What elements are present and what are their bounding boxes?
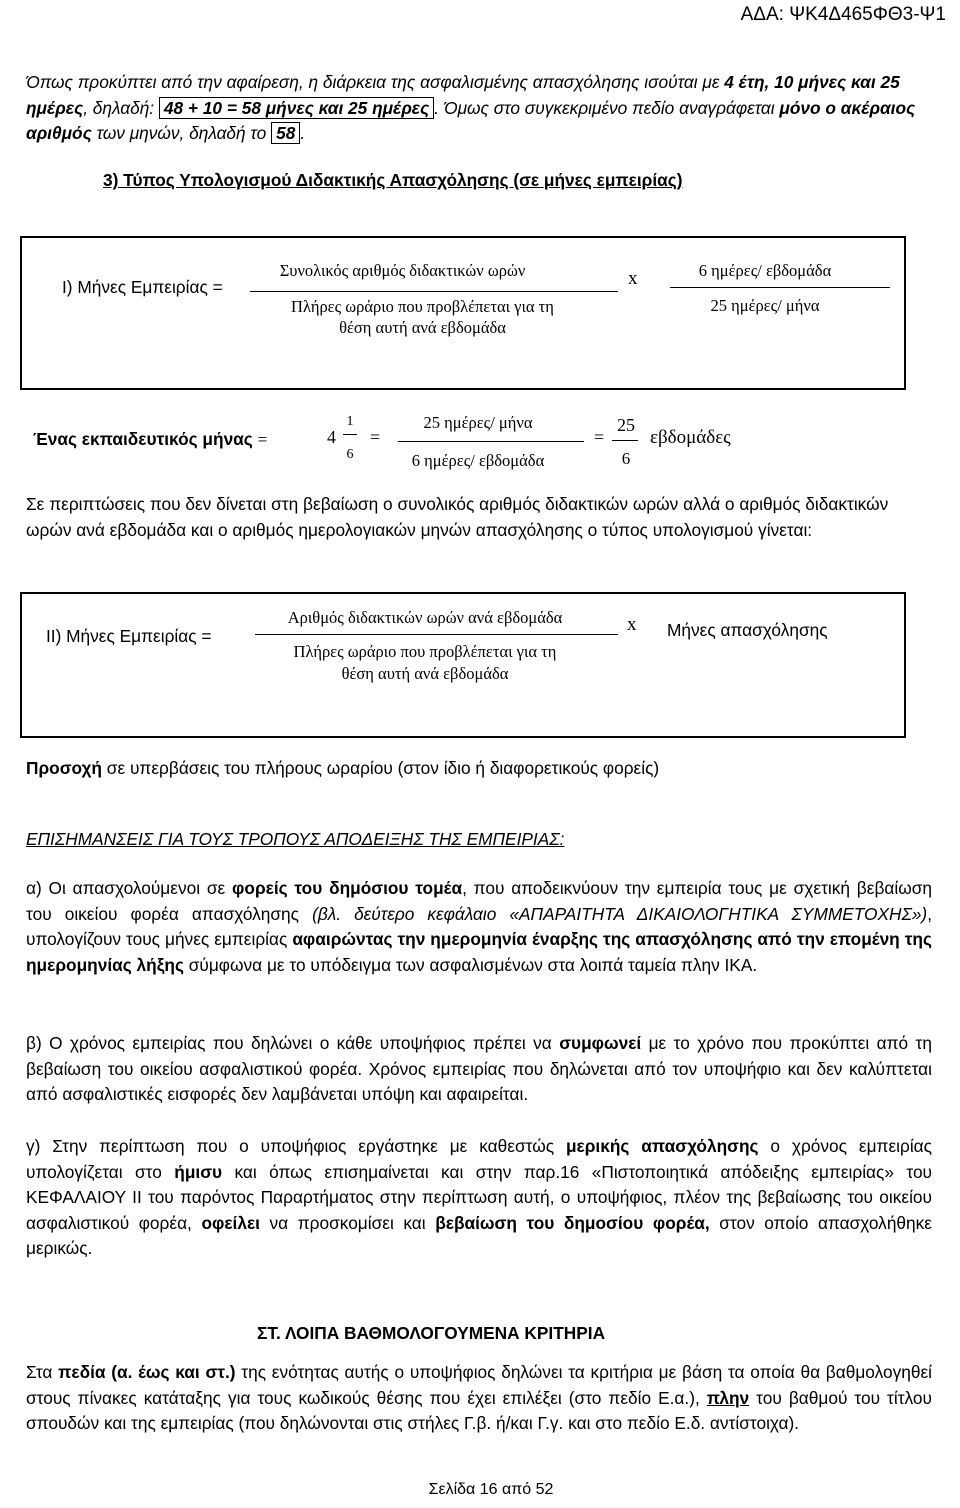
formula-3-denominator-line1: Πλήρες ωράριο που προβλέπεται για τη: [293, 642, 557, 661]
fraction-line: [250, 291, 618, 292]
fraction-line: [255, 634, 618, 635]
formula-2-result-den: 6: [621, 449, 631, 468]
intro-bold-duration: 4 έτη, 10 μήνες και 25 ημέρες: [26, 72, 900, 118]
intro-text: Όπως προκύπτει από την αφαίρεση, η διάρκεια της ασφαλισμένης απασχόλησης ισούται με: [26, 72, 725, 92]
boxed-months-value: 58: [271, 122, 300, 144]
fraction-line: [612, 440, 638, 441]
formula-2-denominator: 6 ημέρες/ εβδομάδα: [411, 451, 545, 470]
section-3-title: 3) Τύπος Υπολογισμού Διδακτικής Απασχόλησης (σε μήνες εμπειρίας): [103, 170, 683, 190]
formula-2-unit: εβδομάδες: [650, 427, 731, 448]
formula-2-label: Ένας εκπαιδευτικός μήνας =: [33, 429, 268, 449]
note-a: α) Οι απασχολούμενοι σε φορείς του δημόσιου τομέα, που αποδεικνύουν την εμπειρία τους με σχετική βεβαίωση του οικείου φορέα απασχόλησης (βλ. δεύτερο κεφάλαιο «ΑΠΑΡΑΙΤΗΤΑ ΔΙΚΑΙΟΛΟΓΗΤΙΚΑ ΣΥΜΜΕΤΟΧΗΣ»), υπολογίζουν τους μήνες εμπειρίας αφαιρώντας την ημερομηνία έναρξης της απασχόλησης από την επομένη της ημερομηνίας λήξης σύμφωνα με το υπόδειγμα των ασφαλισμένων στα λοιπά ταμεία πλην ΙΚΑ.: [26, 878, 932, 975]
fraction-line: [670, 287, 890, 288]
formula-3-numerator: Αριθμός διδακτικών ωρών ανά εβδομάδα: [287, 608, 563, 627]
page-number: Σελίδα 16 από 52: [428, 1481, 554, 1498]
equals-sign: =: [370, 427, 381, 447]
intro-text: .: [300, 123, 306, 143]
times-sign: x: [627, 614, 637, 635]
intro-text: , δηλαδή:: [83, 97, 159, 118]
formula-3-denominator-line2: θέση αυτή ανά εβδομάδα: [341, 664, 509, 683]
criteria-paragraph: Στα πεδία (α. έως και στ.) της ενότητας αυτής ο υποψήφιος δηλώνει τα κριτήρια με βάση τα οποία θα βαθμολογηθεί στους πίνακες κατάταξης για τους κωδικούς θέσης που έχει επιλέξει (στο πεδίο Ε.α.), πλην του βαθμού του τίτλου σπουδών και της εμπειρίας (που δηλώνονται στις στήλες Γ.β. ή/και Γ.γ. και στο πεδίο Ε.δ. αντίστοιχα).: [26, 1362, 932, 1433]
intro-paragraph: [26, 70, 932, 147]
intro-text: των μηνών, δηλαδή το: [91, 123, 272, 143]
document-code: ΑΔΑ: ΨΚ4Δ465ΦΘ3-Ψ1: [740, 4, 946, 25]
boxed-total-months: 48 + 10 = 58 μήνες και 25 ημέρες: [159, 97, 434, 119]
note-b: β) Ο χρόνος εμπειρίας που δηλώνει ο κάθε υποψήφιος πρέπει να συμφωνεί με το χρόνο που προκύπτει από τη βεβαίωση του οικείου ασφαλιστικού φορέα. Χρόνος εμπειρίας που δηλώνεται από τον υποψήφιο και δεν καλύπτεται από ασφαλιστικές εισφορές δεν λαμβάνεται υπόψη και αφαιρείται.: [26, 1033, 932, 1104]
attention-line: Προσοχή σε υπερβάσεις του πλήρους ωραρίου (στον ίδιο ή διαφορετικούς φορείς): [26, 758, 660, 778]
equals-sign: =: [594, 427, 605, 447]
times-sign: x: [628, 268, 638, 289]
formula-1-denominator-line2: θέση αυτή ανά εβδομάδα: [339, 318, 506, 337]
formula-1-numerator: Συνολικός αριθμός διδακτικών ωρών: [279, 261, 526, 280]
formula-3-right: Μήνες απασχόλησης: [667, 620, 828, 640]
formula-2-numerator: 25 ημέρες/ μήνα: [423, 413, 533, 432]
formula-1-label: Ι) Μήνες Εμπειρίας =: [62, 277, 223, 297]
formula-2-whole: 4: [327, 427, 336, 447]
intro-bold-integer: μόνο ο ακέραιος αριθμός: [26, 97, 916, 143]
intro-text: . Όμως στο συγκεκριμένο πεδίο αναγράφεται: [434, 97, 780, 118]
fraction-line: [398, 441, 584, 442]
formula-1-denominator-line1: Πλήρες ωράριο που προβλέπεται για τη: [291, 297, 554, 316]
formula-2-frac-num: 1: [346, 414, 354, 429]
formula-2-result-num: 25: [617, 415, 635, 435]
notes-heading: ΕΠΙΣΗΜΑΝΣΕΙΣ ΓΙΑ ΤΟΥΣ ΤΡΟΠΟΥΣ ΑΠΟΔΕΙΞΗΣ ΤΗΣ ΕΜΠΕΙΡΙΑΣ:: [26, 829, 565, 849]
formula-2-frac-den: 6: [346, 447, 354, 462]
formula-2-box-label: ΙΙ) Μήνες Εμπειρίας =: [46, 626, 212, 646]
fraction-line: [343, 434, 357, 435]
formula-1-days-per-week: 6 ημέρες/ εβδομάδα: [698, 261, 832, 280]
section-st-title: ΣΤ. ΛΟΙΠΑ ΒΑΘΜΟΛΟΓΟΥΜΕΝΑ ΚΡΙΤΗΡΙΑ: [257, 1323, 606, 1343]
note-c: γ) Στην περίπτωση που ο υποψήφιος εργάστηκε με καθεστώς μερικής απασχόλησης ο χρόνος εμπειρίας υπολογίζεται στο ήμισυ και όπως επισημαίνεται και στην παρ.16 «Πιστοποιητικά απόδειξης εμπειρίας» του ΚΕΦΑΛΑΙΟΥ ΙΙ του παρόντος Παραρτήματος στην περίπτωση αυτή, ο υποψήφιος, πλέον της βεβαίωσης του οικείου ασφαλιστικού φορέα, οφείλει να προσκομίσει και βεβαίωση του δημοσίου φορέα, στον οποίο απασχολήθηκε μερικώς.: [26, 1136, 933, 1258]
cases-paragraph: Σε περιπτώσεις που δεν δίνεται στη βεβαίωση ο συνολικός αριθμός διδακτικών ωρών αλλά ο αριθμός διδακτικών ωρών ανά εβδομάδα και ο αριθμός ημερολογιακών μηνών απασχόλησης ο τύπος υπολογισμού γίνεται:: [26, 494, 889, 540]
formula-1-days-per-month: 25 ημέρες/ μήνα: [710, 296, 820, 315]
